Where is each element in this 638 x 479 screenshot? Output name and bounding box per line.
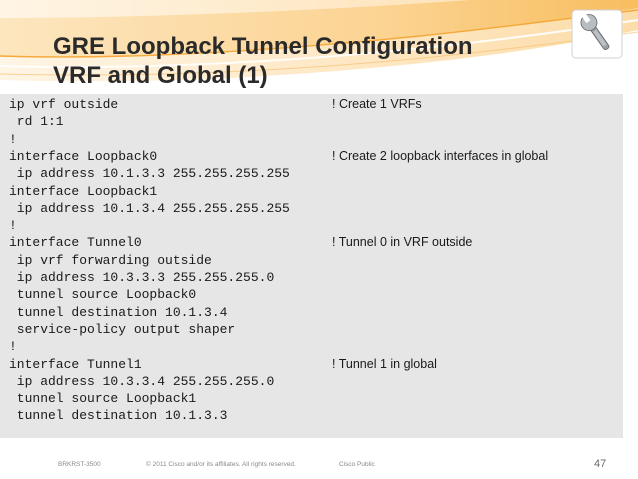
footer-classification: Cisco Public <box>339 461 375 468</box>
code-line: rd 1:1 <box>9 114 64 130</box>
code-panel <box>0 94 623 438</box>
title-line-2: VRF and Global (1) <box>53 62 268 89</box>
code-line: ip vrf outside <box>9 97 119 112</box>
code-line: ip address 10.1.3.3 255.255.255.255 <box>9 166 290 182</box>
title-line-1: GRE Loopback Tunnel Configuration <box>53 33 473 60</box>
code-line: ip vrf forwarding outside <box>9 252 212 268</box>
code-line: tunnel source Loopback1 <box>9 391 197 407</box>
code-comment: ! Create 1 VRFs <box>332 97 422 111</box>
code-line: ! <box>9 218 17 234</box>
code-line: ip address 10.1.3.4 255.255.255.255 <box>9 200 290 216</box>
code-line: ! <box>9 131 17 147</box>
code-line: ! <box>9 339 17 355</box>
code-line: tunnel destination 10.1.3.3 <box>9 408 228 424</box>
code-comment: ! Create 2 loopback interfaces in global <box>332 148 549 163</box>
code-line: tunnel source Loopback0 <box>9 287 197 303</box>
code-line: interface Tunnel0 <box>9 235 142 251</box>
code-line: tunnel destination 10.1.3.4 <box>9 304 228 320</box>
code-line: interface Loopback0 <box>9 148 158 164</box>
code-line: ip address 10.3.3.4 255.255.255.0 <box>9 373 275 389</box>
code-comment: ! Tunnel 0 in VRF outside <box>332 235 473 250</box>
code-line: service-policy output shaper <box>9 321 236 337</box>
slide-title <box>53 32 473 90</box>
code-line: interface Loopback1 <box>9 183 158 199</box>
code-comment: ! Tunnel 1 in global <box>332 356 437 371</box>
code-line: ip address 10.3.3.3 255.255.255.0 <box>9 270 275 285</box>
page-number: 47 <box>594 458 607 470</box>
footer-copyright: © 2011 Cisco and/or its affiliates. All rights reserved. <box>146 461 296 468</box>
wrench-icon <box>568 6 626 62</box>
footer-session-id: BRKRST-3500 <box>58 461 101 468</box>
code-line: interface Tunnel1 <box>9 356 142 372</box>
